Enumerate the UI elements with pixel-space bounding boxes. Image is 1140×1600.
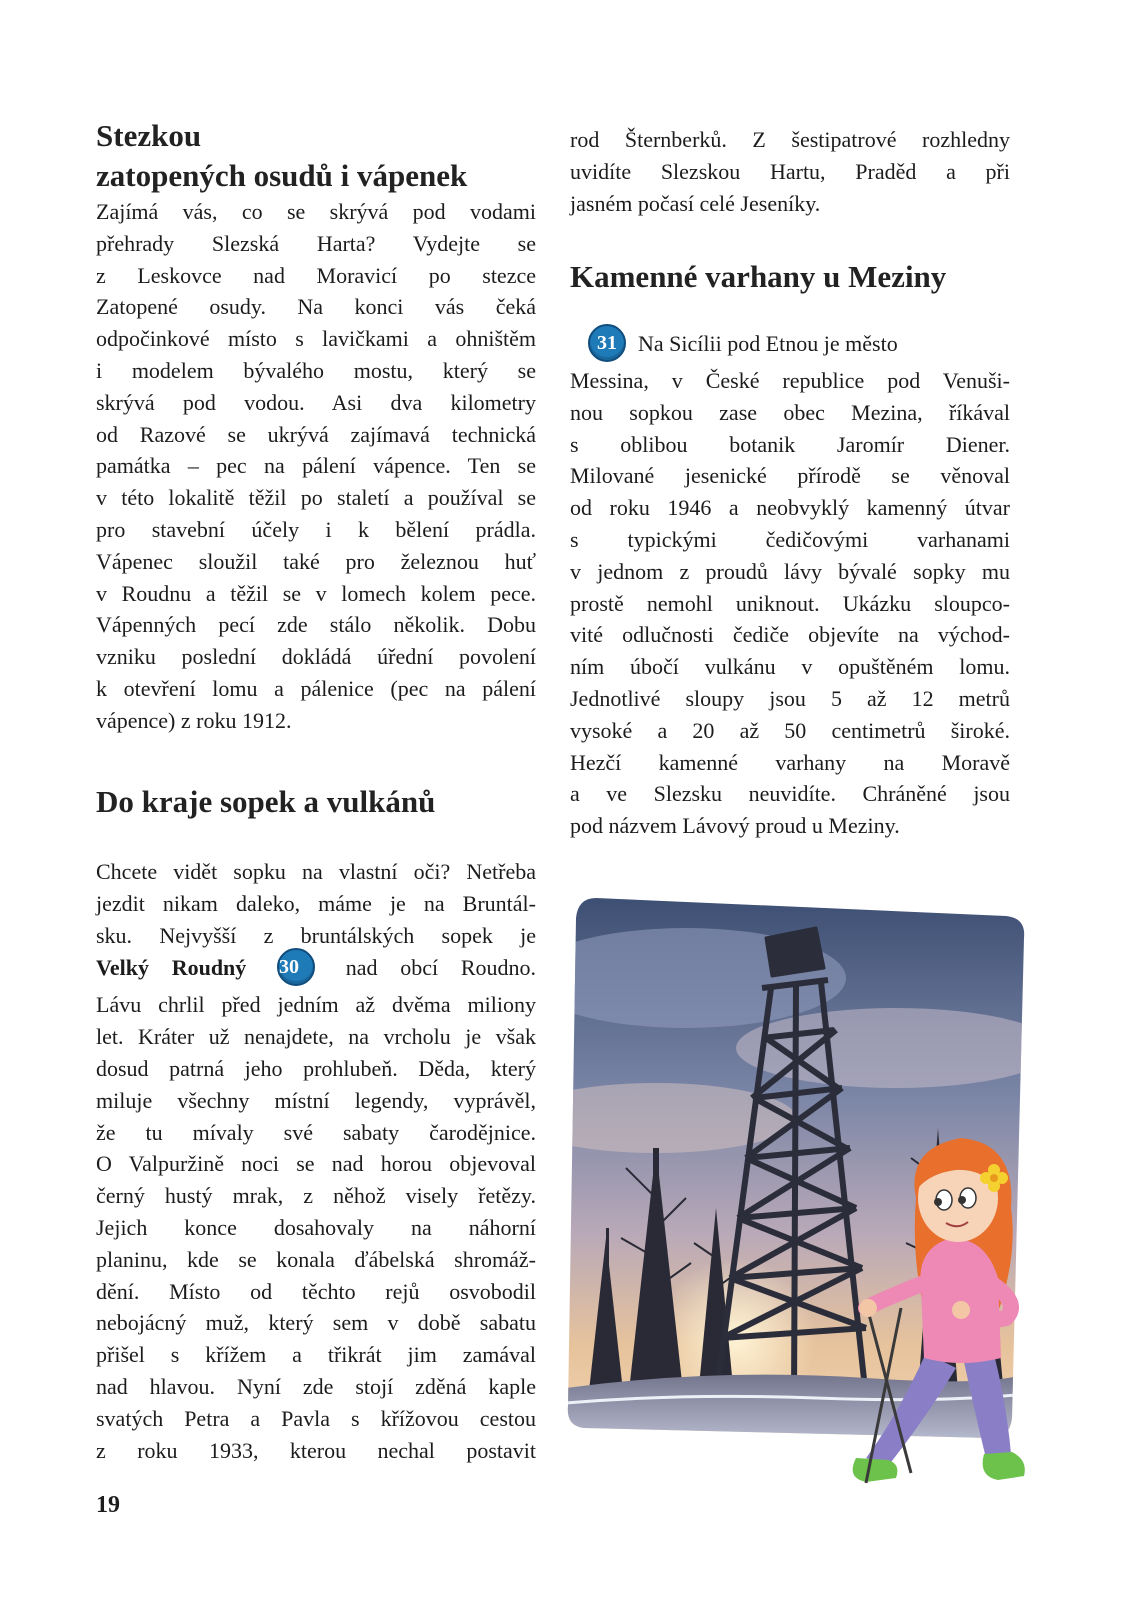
text-line: miluje všechny místní legendy, vyprávěl,	[96, 1087, 536, 1113]
text-line: Zajímá vás, co se skrývá pod vodami	[96, 199, 536, 224]
text-line: skrývá pod vodou. Asi dva kilometry	[96, 389, 536, 415]
photo-illustration	[566, 898, 1036, 1498]
text-line: ním úbočí vulkánu v opuštěném lomu.	[570, 654, 1010, 680]
text-line: k otevření lomu a pálenice (pec na pálení	[96, 675, 536, 701]
text-line: že tu mívaly své sabaty čarodějnice.	[96, 1119, 536, 1145]
text-line: i modelem bývalého mostu, který se	[96, 357, 536, 383]
text-fragment: nad obcí Roudno.	[345, 955, 536, 981]
text-line: sku. Nejvyšší z bruntálských sopek je	[96, 922, 536, 948]
text-line: dosud patrná jeho prohlubeň. Děda, který	[96, 1055, 536, 1081]
text-line: památka – pec na pálení vápence. Ten se	[96, 453, 536, 479]
volcanoes-continuation	[570, 124, 1010, 219]
text-line: odpočinkové místo s lavičkami a ohništěm	[96, 326, 536, 352]
text-line: Vápenec sloužil také pro železnou huť	[96, 548, 536, 574]
text-line: Jejich konce dosahovaly na náhorní	[96, 1214, 536, 1240]
volcanoes-paragraph-continued	[570, 124, 1010, 219]
section-organ	[570, 257, 1010, 842]
text-line: Vápenných pecí zde stálo několik. Dobu	[96, 612, 536, 638]
text-line: Zatopené osudy. Na konci vás čeká	[96, 294, 536, 320]
heading-line-2: zatopených osudů i vápenek	[96, 158, 468, 193]
lookout-tower-photo	[566, 898, 1036, 1498]
section-heading-trail	[96, 116, 536, 196]
text-line: pod názvem Lávový proud u Meziny.	[570, 813, 900, 839]
text-line: svatých Petra a Pavla s křížovou cestou	[96, 1405, 536, 1431]
text-line: s typickými čedičovými varhanami	[570, 526, 1010, 552]
section-volcanoes	[96, 782, 536, 1466]
organ-paragraph	[570, 327, 1010, 842]
text-line: nou sopkou zase obec Mezina, říkával	[570, 399, 1010, 425]
text-line: v Roudnu a těžil se v lomech kolem pece.	[96, 580, 536, 606]
section-trail	[96, 116, 536, 737]
location-number-badge: 30	[277, 948, 315, 986]
text-line: v této lokalitě těžil po staletí a používal se	[96, 485, 536, 511]
place-name-bold: Velký Roudný	[96, 955, 247, 981]
text-line: jasném počasí celé Jeseníky.	[570, 190, 821, 216]
heading-line-1: Stezkou	[96, 118, 202, 153]
text-line: v jednom z proudů lávy bývalé sopky mu	[570, 558, 1010, 584]
text-line-with-badge	[96, 951, 536, 989]
text-line: od roku 1946 a neobvyklý kamenný útvar	[570, 495, 1010, 521]
text-line: jezdit nikam daleko, máme je na Bruntál-	[96, 890, 536, 916]
text-line: černý hustý mrak, z něhož visely řetězy.	[96, 1183, 536, 1209]
text-fragment: Na Sicílii pod Etnou je město	[638, 331, 898, 357]
section-heading-organ: Kamenné varhany u Meziny	[570, 259, 947, 294]
text-line: s oblibou botanik Jaromír Diener.	[570, 431, 1010, 457]
section-heading-volcanoes: Do kraje sopek a vulkánů	[96, 784, 436, 819]
location-number-badge: 31	[588, 324, 626, 362]
text-line: nebojácný muž, který sem v době sabatu	[96, 1310, 536, 1336]
text-line: vzniku poslední dokládá úřední povolení	[96, 644, 536, 670]
text-line: prostě nemohl uniknout. Ukázku sloupco-	[570, 590, 1010, 616]
text-line: Milované jesenické přírodě se věnoval	[570, 463, 1010, 489]
text-line: přišel s křížem a třikrát jim zamával	[96, 1342, 536, 1368]
text-line: pro stavební účely i k bělení prádla.	[96, 516, 536, 542]
trail-paragraph	[96, 196, 536, 737]
text-line-with-badge	[570, 327, 1010, 365]
text-line: nad hlavou. Nyní zde stojí zděná kaple	[96, 1373, 536, 1399]
text-line: rod Šternberků. Z šestipatrové rozhledny	[570, 127, 1010, 152]
page-number: 19	[96, 1492, 120, 1518]
text-line: a ve Slezsku neuvidíte. Chráněné jsou	[570, 781, 1010, 807]
text-line: vysoké a 20 až 50 centimetrů široké.	[570, 717, 1010, 743]
text-line: od Razové se ukrývá zajímavá technická	[96, 421, 536, 447]
volcanoes-paragraph	[96, 856, 536, 1466]
text-line: Jednotlivé sloupy jsou 5 až 12 metrů	[570, 685, 1010, 711]
text-line: přehrady Slezská Harta? Vydejte se	[96, 230, 536, 256]
text-line: dění. Místo od těchto rejů osvobodil	[96, 1278, 536, 1304]
text-line: let. Kráter už nenajdete, na vrcholu je však	[96, 1024, 536, 1050]
text-line: Hezčí kamenné varhany na Moravě	[570, 749, 1010, 775]
text-line: vápence) z roku 1912.	[96, 707, 292, 733]
text-line: O Valpuržině noci se nad horou objevoval	[96, 1151, 536, 1177]
text-line: z roku 1933, kterou nechal postavit	[96, 1437, 536, 1463]
text-line: Messina, v České republice pod Venuši-	[570, 368, 1010, 393]
text-line: vité odlučnosti čediče objevíte na východ-	[570, 622, 1010, 648]
text-line: Lávu chrlil před jedním až dvěma miliony	[96, 992, 536, 1018]
text-line: z Leskovce nad Moravicí po stezce	[96, 262, 536, 288]
text-line: Chcete vidět sopku na vlastní oči? Netřeba	[96, 859, 536, 884]
text-line: uvidíte Slezskou Hartu, Praděd a při	[570, 158, 1010, 184]
text-line: planinu, kde se konala ďábelská shromáž-	[96, 1246, 536, 1272]
